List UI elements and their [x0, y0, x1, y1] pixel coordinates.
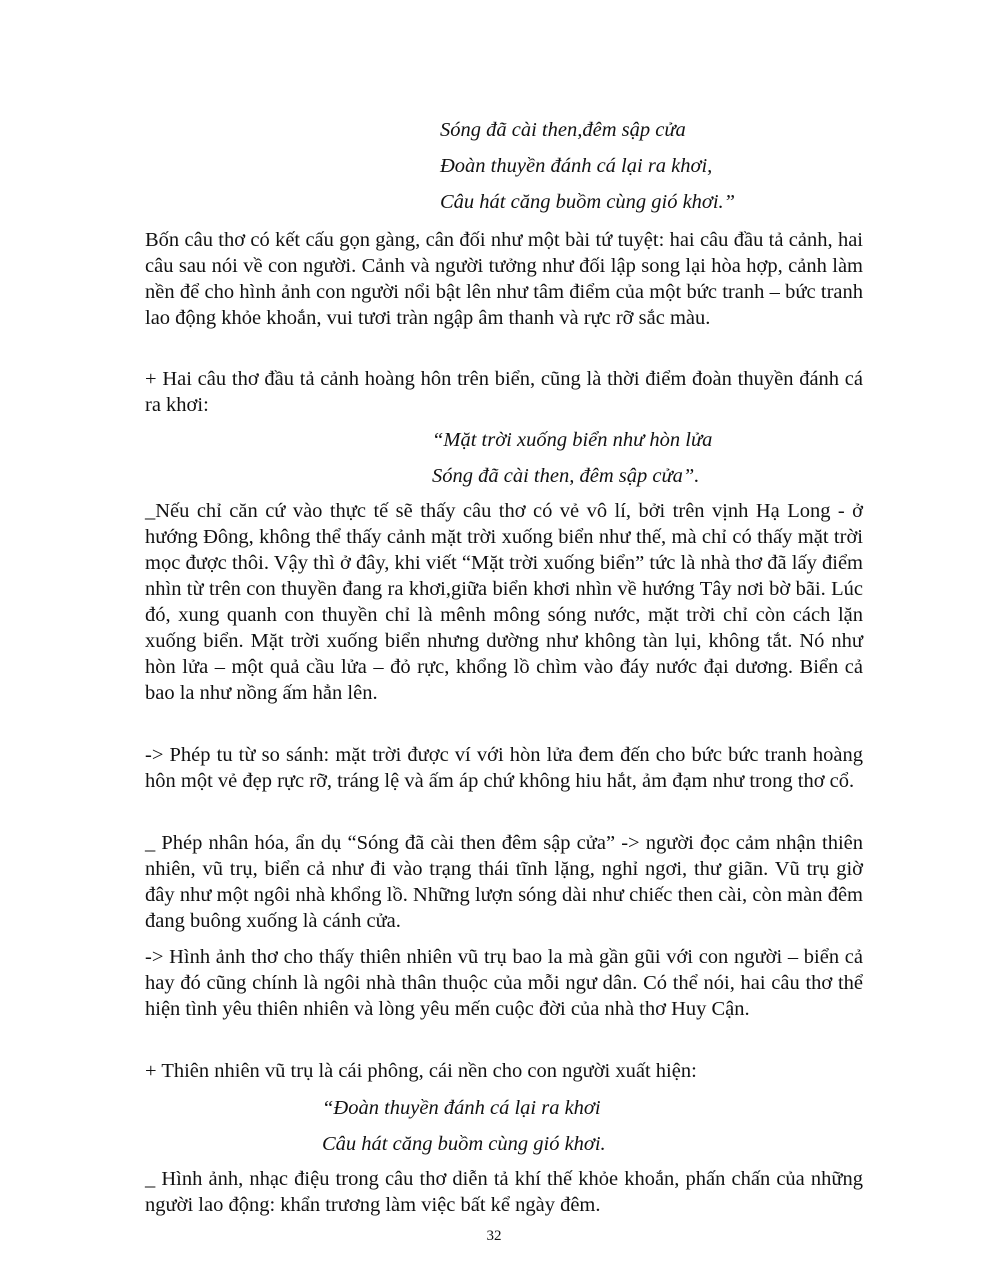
verse-line: Sóng đã cài then, đêm sập cửa”.: [432, 465, 700, 487]
verse-line: “Đoàn thuyền đánh cá lại ra khơi: [322, 1097, 601, 1119]
paragraph-7: [145, 1058, 863, 1084]
paragraph-text: _ Phép nhân hóa, ẩn dụ “Sóng đã cài then đêm sập cửa” -> người đọc cảm nhận thiên nhiên, vũ trụ, biển cả như đi vào trạng thái tĩnh lặng, nghỉ ngơi, thư giãn. Vũ trụ giờ đây như một ngôi nhà khổng lồ. Những lượn sóng dài như chiếc then cài, còn màn đêm đang buông xuống là cánh cửa.: [145, 832, 863, 932]
verse-line: Câu hát căng buồm cùng gió khơi.”: [440, 191, 736, 213]
verse-line: Sóng đã cài then,đêm sập cửa: [440, 119, 686, 141]
paragraph-text: + Thiên nhiên vũ trụ là cái phông, cái nền cho con người xuất hiện:: [145, 1060, 697, 1082]
page-number: 32: [486, 1228, 502, 1244]
paragraph-text: Bốn câu thơ có kết cấu gọn gàng, cân đối như một bài tứ tuyệt: hai câu đầu tả cảnh, hai câu sau nói về con người. Cảnh và người tưởng như đối lập song lại hòa hợp, cảnh làm nền để cho hình ảnh con người nổi bật lên như tâm điểm của một bức tranh – bức tranh lao động khỏe khoắn, vui tươi tràn ngập âm thanh và rực rỡ sắc màu.: [145, 229, 863, 329]
verse-line: Câu hát căng buồm cùng gió khơi.: [322, 1133, 606, 1155]
paragraph-4: [145, 742, 863, 794]
verse-line: Đoàn thuyền đánh cá lại ra khơi,: [440, 155, 713, 177]
paragraph-2: [145, 366, 863, 418]
verse-stanza-middle: [432, 427, 712, 489]
paragraph-8: [145, 1166, 863, 1218]
paragraph-text: _ Hình ảnh, nhạc điệu trong câu thơ diễn tả khí thế khỏe khoắn, phấn chấn của những người lao động: khẩn trương làm việc bất kể ngày đêm.: [145, 1168, 863, 1216]
paragraph-6: [145, 944, 863, 1022]
verse-stanza-bottom: [322, 1095, 606, 1157]
paragraph-text: _Nếu chỉ căn cứ vào thực tế sẽ thấy câu thơ có vẻ vô lí, bởi trên vịnh Hạ Long - ở hướng Đông, không thể thấy cảnh mặt trời xuống biển như thế, mà chỉ có thấy mặt trời mọc được thôi. Vậy thì ở đây, khi viết “Mặt trời xuống biển” tức là nhà thơ đã lấy điểm nhìn từ trên con thuyền đang ra khơi,giữa biển khơi nhìn về hướng Tây nơi bờ bãi. Lúc đó, xung quanh con thuyền chỉ là mênh mông sóng nước, mặt trời chỉ còn cách lặn xuống biển. Mặt trời xuống biển nhưng dường như không tàn lụi, không tắt. Nó như hòn lửa – một quả cầu lửa – đỏ rực, khổng lồ chìm vào đáy nước đại dương. Biển cả bao la như nồng ấm hẳn lên.: [145, 500, 863, 704]
paragraph-text: + Hai câu thơ đầu tả cảnh hoàng hôn trên biển, cũng là thời điểm đoàn thuyền đánh cá ra khơi:: [145, 368, 863, 416]
paragraph-text: -> Hình ảnh thơ cho thấy thiên nhiên vũ trụ bao la mà gần gũi với con người – biển cả hay đó cũng chính là ngôi nhà thân thuộc của mỗi ngư dân. Có thể nói, hai câu thơ thể hiện tình yêu thiên nhiên và lòng yêu mến cuộc đời của nhà thơ Huy Cận.: [145, 946, 863, 1020]
paragraph-5: [145, 830, 863, 934]
paragraph-3: [145, 498, 863, 706]
paragraph-1: [145, 227, 863, 331]
paragraph-text: -> Phép tu từ so sánh: mặt trời được ví với hòn lửa đem đến cho bức bức tranh hoàng hôn một vẻ đẹp rực rỡ, tráng lệ và ấm áp chứ không hiu hắt, ảm đạm như trong thơ cổ.: [145, 744, 863, 792]
verse-stanza-top: [440, 117, 735, 215]
verse-line: “Mặt trời xuống biển như hòn lửa: [432, 429, 713, 451]
